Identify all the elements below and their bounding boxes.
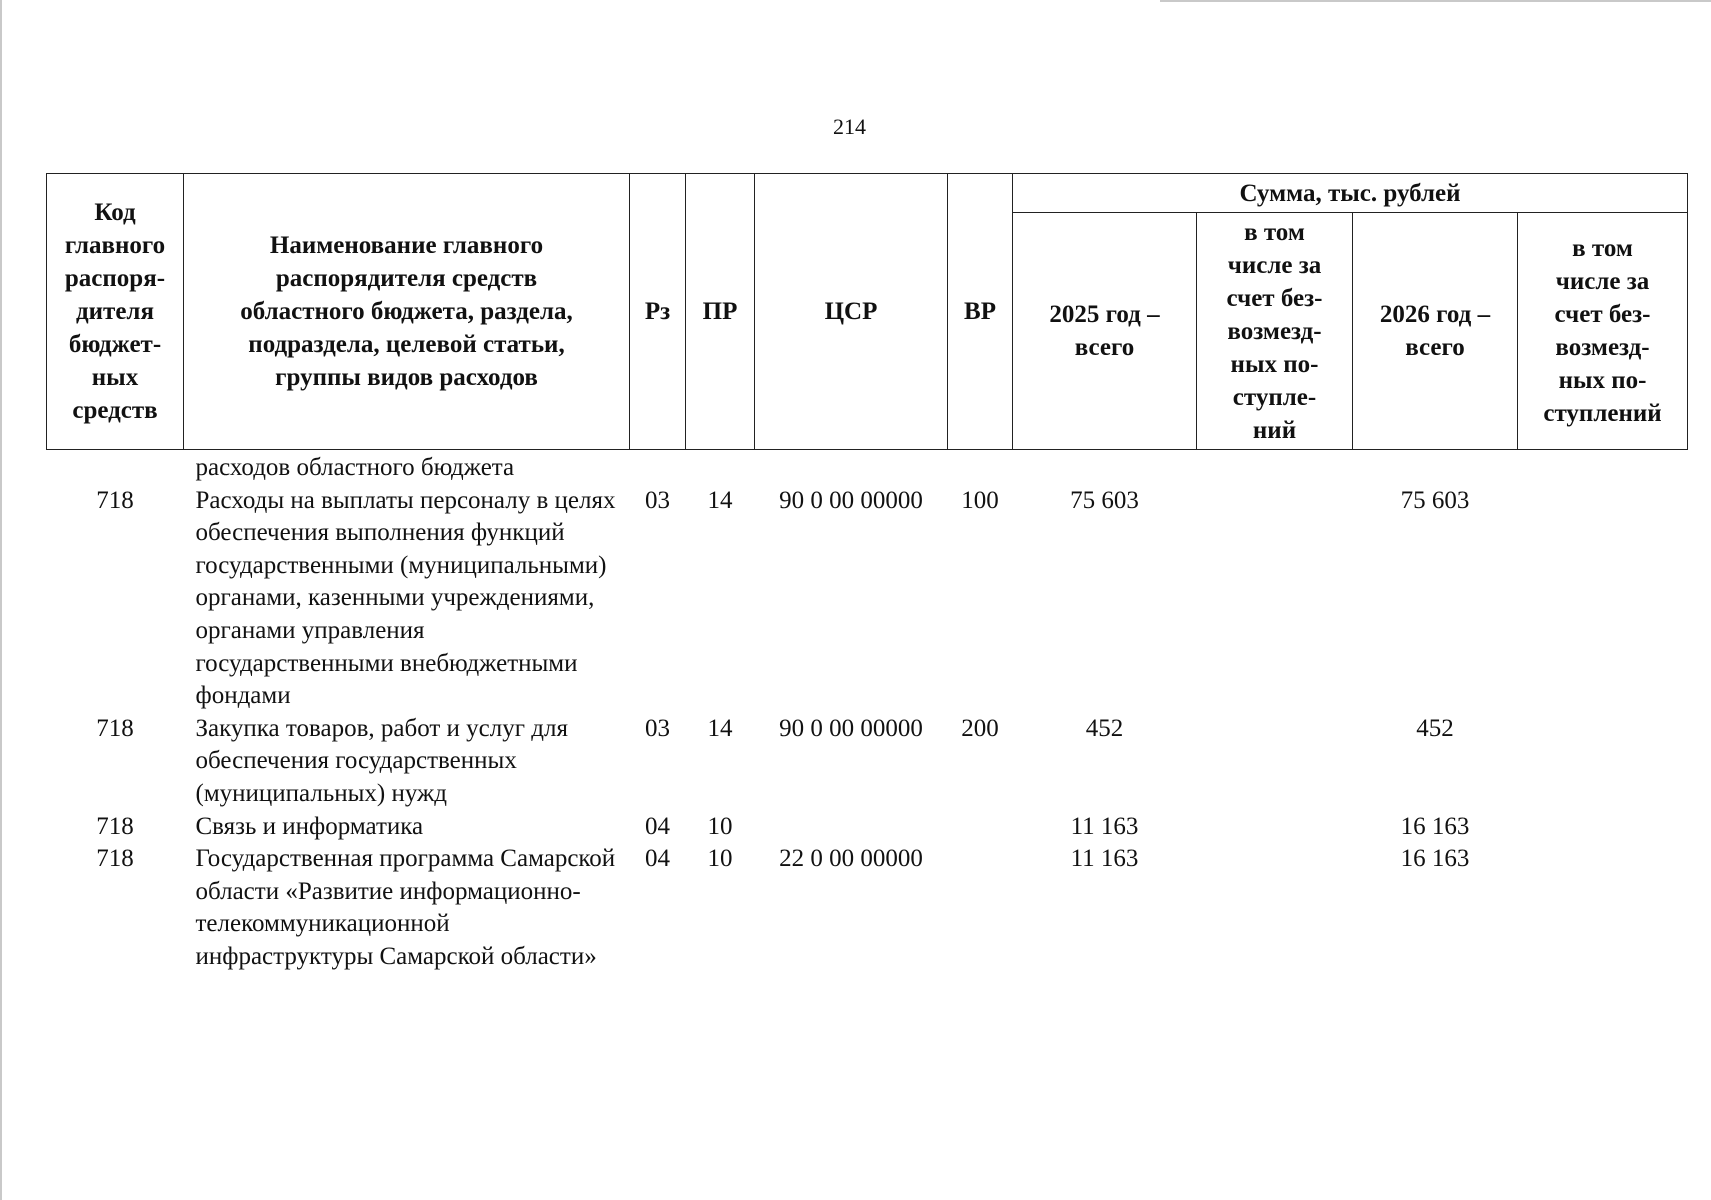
cell-vr — [948, 811, 1013, 844]
cell-pr: 10 — [707, 812, 733, 840]
cell-name: Расходы на выплаты персоналу в целях обеспечения выполнения функций государственными (муниципальными) органами, казенными учреждениями, органами управления государственными внебюджетными фондами — [195, 486, 616, 710]
cell-vr: 200 — [961, 714, 999, 742]
cell-code: 718 — [96, 845, 134, 873]
cell-code: 718 — [96, 714, 134, 742]
cell-2026-total — [1353, 450, 1518, 485]
table-row — [47, 713, 1688, 811]
cell-2025-grants — [1197, 450, 1353, 485]
cell-2026-total: 16 163 — [1400, 812, 1470, 840]
cell-csr — [755, 811, 948, 844]
table-row — [47, 485, 1688, 713]
cell-2025-total: 75 603 — [1070, 486, 1139, 514]
cell-2026-grants — [1518, 485, 1688, 713]
cell-2026-grants — [1518, 713, 1688, 811]
cell-csr — [755, 450, 948, 485]
cell-vr — [948, 843, 1013, 973]
cell-2025-grants — [1197, 713, 1353, 811]
cell-2026-total: 452 — [1416, 714, 1454, 742]
cell-rz: 03 — [645, 486, 670, 514]
cell-name: Закупка товаров, работ и услуг для обеспечения государственных (муниципальных) нужд — [195, 714, 568, 807]
header-csr: ЦСР — [755, 174, 948, 450]
cell-code: 718 — [96, 812, 134, 840]
header-2026-grants: в том числе за счет без- возмезд- ных по- ступлений — [1518, 213, 1688, 450]
cell-rz: 04 — [645, 812, 670, 840]
cell-vr — [948, 450, 1013, 485]
cell-pr: 14 — [707, 486, 733, 514]
cell-2025-grants — [1197, 485, 1353, 713]
cell-name: Государственная программа Самарской области «Развитие информационно-телекоммуникационной инфраструктуры Самарской области» — [195, 845, 616, 970]
cell-rz — [630, 450, 686, 485]
cell-2026-grants — [1518, 811, 1688, 844]
cell-pr: 14 — [707, 714, 733, 742]
cell-rz: 04 — [645, 845, 670, 873]
budget-table — [46, 173, 1688, 974]
cell-2025-grants — [1197, 843, 1353, 973]
header-2025-total: 2025 год – всего — [1013, 213, 1197, 450]
table-body — [47, 450, 1688, 974]
cell-2026-total: 16 163 — [1400, 845, 1470, 873]
cell-csr: 90 0 00 00000 — [779, 714, 923, 742]
cell-code: 718 — [96, 486, 134, 514]
cell-csr: 90 0 00 00000 — [779, 486, 923, 514]
scan-left-edge — [0, 0, 2, 1200]
cell-rz: 03 — [645, 714, 670, 742]
table-row — [47, 450, 1688, 485]
cell-pr — [686, 450, 755, 485]
cell-name: Связь и информатика — [195, 812, 424, 840]
table-row — [47, 843, 1688, 973]
header-sum: Сумма, тыс. рублей — [1013, 174, 1688, 213]
table-header — [47, 174, 1688, 450]
header-pr: ПР — [686, 174, 755, 450]
header-rz: Рз — [630, 174, 686, 450]
cell-2025-total: 452 — [1085, 714, 1124, 742]
scan-top-edge — [1160, 0, 1711, 2]
cell-code — [47, 450, 184, 485]
header-code: Код главного распоря- дителя бюджет- ных средств — [47, 174, 184, 450]
cell-2026-total: 75 603 — [1400, 486, 1470, 514]
cell-csr: 22 0 00 00000 — [779, 845, 923, 873]
cell-2025-total — [1013, 450, 1197, 485]
cell-2026-grants — [1518, 843, 1688, 973]
cell-vr: 100 — [961, 486, 999, 514]
page-number: 214 — [833, 114, 866, 139]
table-row — [47, 811, 1688, 844]
header-2026-total: 2026 год – всего — [1353, 213, 1518, 450]
header-vr: ВР — [948, 174, 1013, 450]
cell-2025-grants — [1197, 811, 1353, 844]
header-name: Наименование главного распорядителя средств областного бюджета, раздела, подраздела, целевой статьи, группы видов расходов — [184, 174, 630, 450]
cell-2026-grants — [1518, 450, 1688, 485]
header-2025-grants: в том числе за счет без- возмезд- ных по- ступле- ний — [1197, 213, 1353, 450]
cell-2025-total: 11 163 — [1070, 812, 1139, 840]
cell-name: расходов областного бюджета — [195, 454, 515, 481]
cell-2025-total: 11 163 — [1070, 845, 1139, 873]
cell-pr: 10 — [707, 845, 733, 873]
